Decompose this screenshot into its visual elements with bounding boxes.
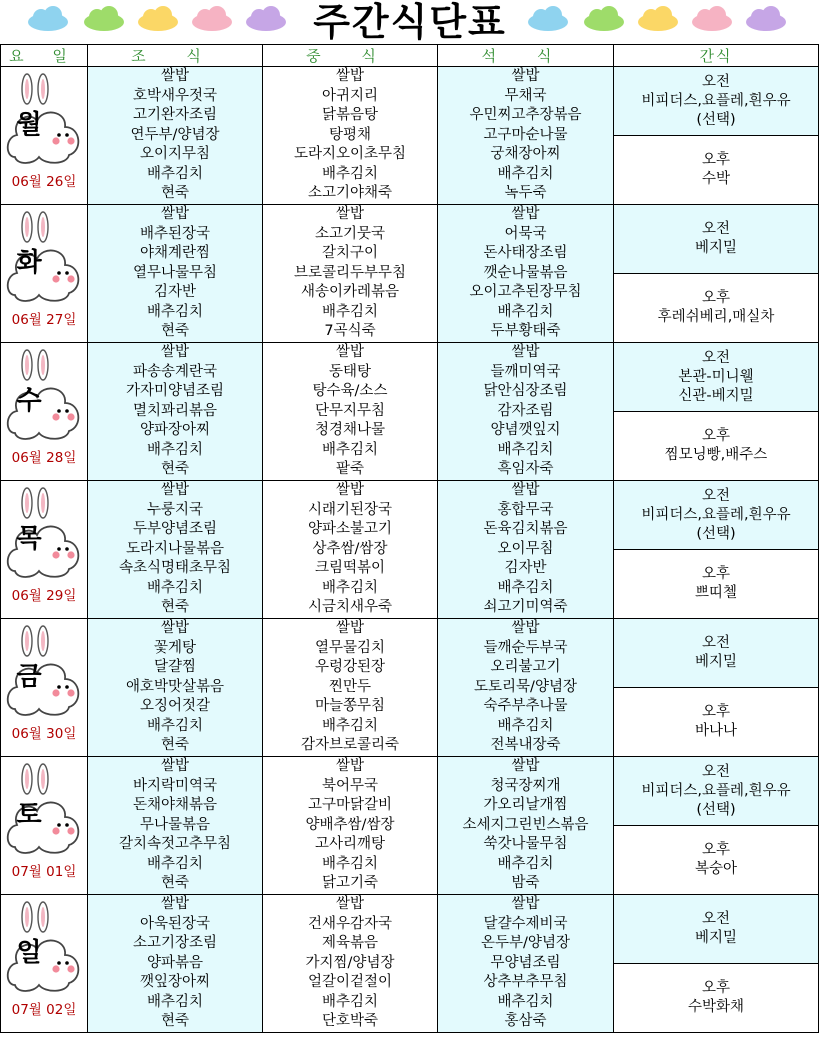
breakfast-item: 깻잎장아찌 <box>139 974 211 990</box>
header-banner <box>0 0 820 44</box>
cloud-icon <box>636 6 680 32</box>
dinner-item: 궁채장아찌 <box>490 146 561 162</box>
dinner-item: 쑥갓나물무침 <box>483 836 568 852</box>
lunch-item: 상추쌈/쌈장 <box>312 540 388 557</box>
breakfast-item: 배추김치 <box>146 855 204 872</box>
lunch-item: 감자브로콜리죽 <box>300 737 400 753</box>
lunch-item: 크림떡볶이 <box>314 560 386 576</box>
dinner-item: 어묵국 <box>504 225 547 242</box>
dinner-item: 쌀밥 <box>511 344 540 360</box>
breakfast-cell <box>88 343 263 481</box>
lunch-item: 아귀지리 <box>321 87 379 104</box>
day-date: 06월 29일 <box>11 588 77 604</box>
dinner-cell <box>438 481 614 619</box>
breakfast-item: 아욱된장국 <box>139 915 211 932</box>
snack-am-item: 오전 <box>701 221 730 237</box>
breakfast-item: 바지락미역국 <box>132 777 218 794</box>
lunch-item: 열무물김치 <box>314 639 386 656</box>
lunch-item: 닭고기죽 <box>321 875 379 891</box>
day-name: 토 <box>16 800 42 830</box>
dinner-cell <box>438 67 614 205</box>
snack-am-item: 오전 <box>701 349 730 366</box>
dinner-cell <box>438 757 614 895</box>
breakfast-cell <box>88 757 263 895</box>
snack-am-item: (선택) <box>696 525 736 542</box>
breakfast-item: 배추김치 <box>146 441 204 458</box>
snack-pm-item: 수박 <box>701 171 730 187</box>
snack-pm-item: 오후 <box>701 428 730 444</box>
lunch-item: 쌀밥 <box>335 344 364 360</box>
lunch-item: 소고기야채죽 <box>307 185 393 201</box>
snack-am-cell <box>614 619 819 688</box>
snack-pm-cell <box>614 274 819 343</box>
dinner-item: 쌀밥 <box>511 620 540 636</box>
dinner-item: 홍삼죽 <box>504 1013 547 1029</box>
breakfast-item: 배추김치 <box>146 717 204 734</box>
lunch-item: 동태탕 <box>328 363 372 380</box>
dinner-cell <box>438 205 614 343</box>
dinner-item: 청국장찌개 <box>490 777 561 794</box>
snack-am-item: 신관-베지밀 <box>678 387 754 404</box>
lunch-item: 쌀밥 <box>335 206 364 222</box>
dinner-item: 오이무침 <box>497 540 554 557</box>
breakfast-item: 김자반 <box>153 284 197 300</box>
day-name: 월 <box>16 110 42 140</box>
breakfast-cell <box>88 481 263 619</box>
lunch-item: 단호박죽 <box>321 1013 379 1029</box>
breakfast-item: 쌀밥 <box>160 344 189 360</box>
lunch-item: 배추김치 <box>321 717 379 734</box>
dinner-item: 돈육김치볶음 <box>483 521 568 537</box>
dinner-item: 가오리날개찜 <box>483 797 568 813</box>
cloud-icon <box>526 6 570 32</box>
snack-am-cell <box>614 757 819 826</box>
breakfast-item: 현죽 <box>160 599 189 615</box>
dinner-item: 배추김치 <box>497 165 554 182</box>
lunch-item: 도라지오이초무침 <box>293 146 407 162</box>
breakfast-item: 애호박맛살볶음 <box>125 678 225 695</box>
lunch-item: 7곡식죽 <box>324 323 376 339</box>
lunch-cell <box>263 619 438 757</box>
menu-body <box>1 67 819 1033</box>
dinner-item: 숙주부추나물 <box>483 698 568 714</box>
snack-am-cell <box>614 205 819 274</box>
breakfast-item: 야채계란찜 <box>139 245 211 261</box>
breakfast-item: 연두부/양념장 <box>130 126 220 143</box>
breakfast-item: 오징어젓갈 <box>139 698 211 714</box>
breakfast-item: 현죽 <box>160 737 189 753</box>
breakfast-item: 배추김치 <box>146 303 204 320</box>
cloud-icon <box>582 6 626 32</box>
snack-am-cell <box>614 67 819 136</box>
lunch-cell <box>263 757 438 895</box>
breakfast-item: 달걀찜 <box>153 659 197 675</box>
lunch-item: 고구마닭갈비 <box>307 797 393 813</box>
breakfast-item: 쌀밥 <box>160 620 189 636</box>
header-row <box>1 45 819 67</box>
dinner-item: 배추김치 <box>497 717 554 734</box>
dinner-item: 배추김치 <box>497 303 554 320</box>
breakfast-item: 가자미양념조림 <box>125 383 225 399</box>
dinner-item: 들깨순두부국 <box>483 639 568 656</box>
dinner-item: 온두부/양념장 <box>481 935 570 951</box>
snack-pm-cell <box>614 826 819 895</box>
dinner-item: 무채국 <box>504 87 547 104</box>
dinner-item: 쌀밥 <box>511 206 540 222</box>
snack-pm-cell <box>614 550 819 619</box>
breakfast-item: 현죽 <box>160 875 189 891</box>
snack-pm-item: 오후 <box>701 152 730 168</box>
breakfast-item: 두부양념조림 <box>132 521 218 537</box>
breakfast-item: 쌀밥 <box>160 896 189 912</box>
snack-pm-item: 오후 <box>701 566 730 582</box>
snack-pm-item: 후레쉬베리,매실차 <box>657 309 775 325</box>
snack-am-item: 비피더스,요플레,흰우유 <box>641 506 791 523</box>
breakfast-item: 오이지무침 <box>139 146 211 162</box>
snack-am-cell <box>614 343 819 412</box>
lunch-item: 배추김치 <box>321 165 379 182</box>
dinner-item: 홍합무국 <box>497 501 554 518</box>
cloud-icon <box>690 6 734 32</box>
snack-am-cell <box>614 895 819 964</box>
snack-pm-item: 오후 <box>701 842 730 858</box>
breakfast-cell <box>88 619 263 757</box>
breakfast-item: 돈채야채볶음 <box>132 797 218 813</box>
dinner-item: 오리불고기 <box>490 659 561 675</box>
snack-pm-item: 오후 <box>701 704 730 720</box>
lunch-item: 배추김치 <box>321 579 379 596</box>
breakfast-item: 파송송계란국 <box>132 363 218 380</box>
dinner-item: 배추김치 <box>497 579 554 596</box>
snack-am-item: 오전 <box>701 911 730 927</box>
snack-am-item: 비피더스,요플레,흰우유 <box>641 782 791 799</box>
snack-am-item: 베지밀 <box>694 240 738 256</box>
header-snack: 간식 <box>614 45 819 67</box>
dinner-item: 녹두죽 <box>504 185 547 201</box>
lunch-item: 찐만두 <box>328 678 372 695</box>
lunch-item: 단무지무침 <box>314 402 386 419</box>
dinner-cell <box>438 619 614 757</box>
day-name: 일 <box>16 938 42 968</box>
breakfast-item: 열무나물무침 <box>132 264 218 281</box>
lunch-item: 마늘쫑무침 <box>314 698 386 714</box>
snack-am-item: 본관-미니웰 <box>678 368 754 385</box>
day-date: 06월 26일 <box>11 174 77 190</box>
breakfast-item: 쌀밥 <box>160 206 189 222</box>
breakfast-item: 멸치꽈리볶음 <box>132 402 218 419</box>
page-title: 주간식단표 <box>313 0 507 44</box>
dinner-item: 무양념조림 <box>490 954 561 971</box>
lunch-item: 시래기된장국 <box>307 501 393 518</box>
breakfast-item: 양파장아찌 <box>139 422 211 438</box>
dinner-item: 두부황태죽 <box>490 323 561 339</box>
snack-am-item: 오전 <box>701 763 730 780</box>
day-date: 06월 30일 <box>11 726 77 742</box>
lunch-item: 쌀밥 <box>335 896 364 912</box>
lunch-item: 우렁강된장 <box>314 659 386 675</box>
lunch-item: 탕평채 <box>328 126 372 143</box>
lunch-item: 쌀밥 <box>335 620 364 636</box>
day-name: 목 <box>16 524 42 554</box>
lunch-item: 양배추쌈/쌈장 <box>305 816 395 833</box>
lunch-item: 가지찜/양념장 <box>305 954 395 971</box>
dinner-item: 배추김치 <box>497 855 554 872</box>
breakfast-item: 호박새우젓국 <box>132 87 218 104</box>
day-cell <box>1 757 88 895</box>
snack-am-item: 베지밀 <box>694 654 738 670</box>
menu-table <box>0 44 819 1033</box>
breakfast-item: 쌀밥 <box>160 758 189 774</box>
lunch-item: 새송이카레볶음 <box>300 284 400 300</box>
day-name: 수 <box>16 386 42 416</box>
lunch-item: 양파소불고기 <box>307 521 393 537</box>
breakfast-item: 쌀밥 <box>160 482 189 498</box>
snack-pm-item: 복숭아 <box>694 861 738 877</box>
header-day: 요 일 <box>1 45 88 67</box>
breakfast-item: 배추김치 <box>146 579 204 596</box>
lunch-item: 닭볶음탕 <box>321 107 379 123</box>
breakfast-item: 배추된장국 <box>139 225 211 242</box>
lunch-item: 쌀밥 <box>335 758 364 774</box>
day-row <box>1 895 819 964</box>
snack-pm-cell <box>614 136 819 205</box>
dinner-item: 쌀밥 <box>511 68 540 84</box>
dinner-item: 소세지그린빈스볶음 <box>462 816 589 833</box>
lunch-item: 제육볶음 <box>321 935 379 951</box>
snack-pm-cell <box>614 412 819 481</box>
breakfast-item: 속초식명태초무침 <box>118 560 232 576</box>
header-breakfast: 조 식 <box>88 45 263 67</box>
breakfast-item: 양파볶음 <box>146 954 204 971</box>
lunch-item: 북어무국 <box>321 777 379 794</box>
dinner-item: 달걀수제비국 <box>483 915 568 932</box>
lunch-cell <box>263 895 438 1033</box>
dinner-cell <box>438 343 614 481</box>
day-name: 금 <box>16 662 42 692</box>
dinner-item: 전복내장죽 <box>490 737 561 753</box>
dinner-item: 양념깻잎지 <box>490 422 561 438</box>
dinner-item: 배추김치 <box>497 441 554 458</box>
dinner-item: 감자조림 <box>497 402 554 419</box>
lunch-item: 소고기뭇국 <box>314 225 386 242</box>
dinner-item: 고구마순나물 <box>483 126 568 143</box>
day-cell <box>1 205 88 343</box>
breakfast-item: 꽃게탕 <box>153 639 197 656</box>
snack-am-cell <box>614 481 819 550</box>
day-row <box>1 343 819 412</box>
breakfast-item: 현죽 <box>160 185 189 201</box>
lunch-cell <box>263 205 438 343</box>
cloud-icon <box>744 6 788 32</box>
snack-am-item: (선택) <box>696 801 736 818</box>
lunch-item: 배추김치 <box>321 855 379 872</box>
day-name: 화 <box>16 248 42 278</box>
dinner-item: 쌀밥 <box>511 896 540 912</box>
breakfast-item: 배추김치 <box>146 993 204 1010</box>
breakfast-cell <box>88 895 263 1033</box>
lunch-cell <box>263 343 438 481</box>
lunch-item: 팥죽 <box>335 461 364 477</box>
day-cell <box>1 67 88 205</box>
breakfast-item: 소고기장조림 <box>132 935 218 951</box>
header-dinner: 석 식 <box>438 45 614 67</box>
lunch-item: 고사리깨탕 <box>314 836 386 852</box>
snack-pm-item: 수박화채 <box>687 999 745 1015</box>
day-row <box>1 67 819 136</box>
day-date: 07월 01일 <box>11 864 77 880</box>
lunch-item: 갈치구이 <box>321 245 379 261</box>
day-cell <box>1 343 88 481</box>
breakfast-item: 현죽 <box>160 323 189 339</box>
dinner-item: 깻순나물볶음 <box>483 264 568 281</box>
header-lunch: 중 식 <box>263 45 438 67</box>
breakfast-item: 누룽지국 <box>146 501 204 518</box>
snack-am-item: 베지밀 <box>694 930 738 946</box>
dinner-item: 닭안심장조림 <box>483 383 568 399</box>
day-cell <box>1 481 88 619</box>
breakfast-item: 현죽 <box>160 1013 189 1029</box>
dinner-item: 쇠고기미역죽 <box>483 599 568 615</box>
lunch-item: 배추김치 <box>321 993 379 1010</box>
lunch-item: 쌀밥 <box>335 68 364 84</box>
day-date: 06월 27일 <box>11 312 77 328</box>
breakfast-item: 배추김치 <box>146 165 204 182</box>
dinner-item: 쌀밥 <box>511 482 540 498</box>
breakfast-item: 현죽 <box>160 461 189 477</box>
dinner-item: 배추김치 <box>497 993 554 1010</box>
snack-am-item: 오전 <box>701 635 730 651</box>
dinner-item: 상추부추무침 <box>483 974 568 990</box>
snack-pm-item: 바나나 <box>694 723 738 739</box>
dinner-item: 돈사태장조림 <box>483 245 568 261</box>
day-date: 07월 02일 <box>11 1002 77 1018</box>
lunch-item: 쌀밥 <box>335 482 364 498</box>
snack-pm-cell <box>614 964 819 1033</box>
dinner-item: 도토리묵/양념장 <box>474 678 577 695</box>
lunch-item: 배추김치 <box>321 303 379 320</box>
day-cell <box>1 895 88 1033</box>
snack-am-item: 비피더스,요플레,흰우유 <box>641 92 791 109</box>
day-cell <box>1 619 88 757</box>
snack-pm-item: 오후 <box>701 980 730 996</box>
snack-am-item: 오전 <box>701 487 730 504</box>
dinner-item: 흑임자죽 <box>497 461 554 477</box>
snack-pm-cell <box>614 688 819 757</box>
day-row <box>1 205 819 274</box>
dinner-item: 오이고추된장무침 <box>469 284 582 300</box>
day-row <box>1 757 819 826</box>
lunch-cell <box>263 481 438 619</box>
lunch-item: 탕수육/소스 <box>312 383 388 399</box>
snack-am-item: 오전 <box>701 73 730 90</box>
dinner-item: 우민찌고추장볶음 <box>469 107 582 123</box>
dinner-cell <box>438 895 614 1033</box>
lunch-item: 얼갈이겉절이 <box>307 974 393 990</box>
breakfast-item: 쌀밥 <box>160 68 189 84</box>
breakfast-cell <box>88 67 263 205</box>
lunch-item: 청경채나물 <box>314 422 386 438</box>
snack-pm-item: 오후 <box>701 290 730 306</box>
dinner-item: 쌀밥 <box>511 758 540 774</box>
lunch-item: 건새우감자국 <box>307 915 393 932</box>
dinner-item: 김자반 <box>504 560 547 576</box>
breakfast-item: 무나물볶음 <box>139 816 211 833</box>
lunch-cell <box>263 67 438 205</box>
breakfast-cell <box>88 205 263 343</box>
dinner-item: 밤죽 <box>511 875 540 891</box>
lunch-item: 브로콜리두부무침 <box>293 264 407 281</box>
breakfast-item: 고기완자조림 <box>132 107 218 123</box>
breakfast-item: 도라지나물볶음 <box>125 540 225 557</box>
dinner-item: 들깨미역국 <box>490 363 561 380</box>
day-date: 06월 28일 <box>11 450 77 466</box>
snack-pm-item: 쁘띠첼 <box>694 585 738 601</box>
snack-am-item: (선택) <box>696 111 736 128</box>
lunch-item: 배추김치 <box>321 441 379 458</box>
lunch-item: 시금치새우죽 <box>307 599 393 615</box>
day-row <box>1 481 819 550</box>
day-row <box>1 619 819 688</box>
breakfast-item: 갈치속젓고추무침 <box>118 836 232 852</box>
snack-pm-item: 찜모닝빵,배주스 <box>664 447 768 463</box>
